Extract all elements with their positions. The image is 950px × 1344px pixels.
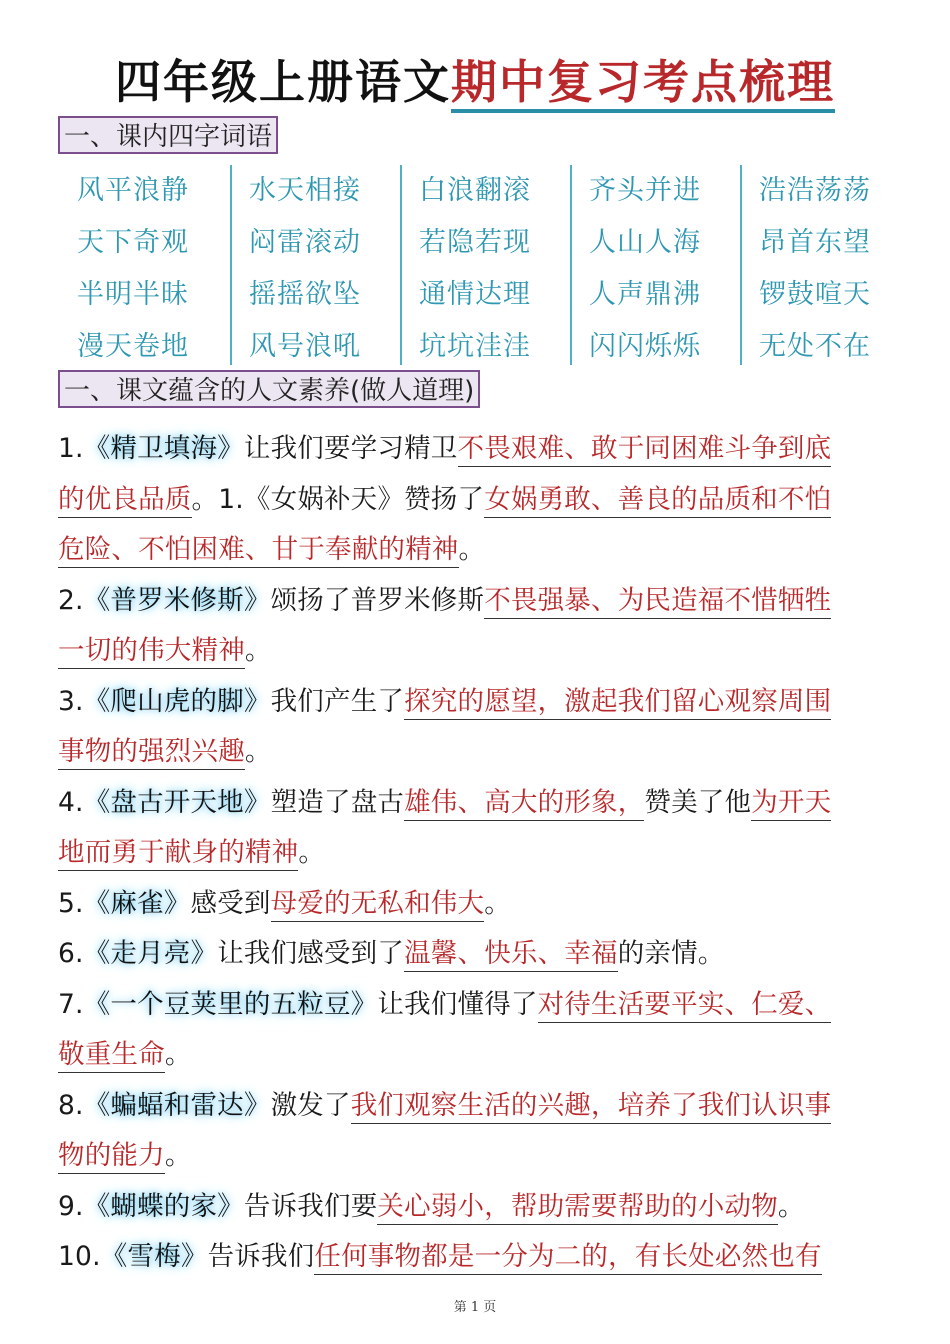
word-column-4 bbox=[570, 165, 742, 365]
text-line bbox=[58, 880, 898, 931]
line-text: 我们产生了 bbox=[270, 685, 405, 717]
word-column-2 bbox=[230, 165, 402, 365]
book-title: 《麻雀》 bbox=[83, 887, 191, 919]
title-part1: 四年级上册语文 bbox=[115, 55, 451, 109]
word-item: 人声鼎沸 bbox=[589, 279, 701, 310]
text-line bbox=[58, 728, 898, 779]
word-item: 昂首东望 bbox=[759, 227, 871, 258]
word-item: 浩浩荡荡 bbox=[759, 175, 871, 206]
word-item: 水天相接 bbox=[249, 175, 361, 206]
text-line bbox=[58, 678, 898, 729]
word-item: 白浪翻滚 bbox=[419, 175, 531, 206]
book-title: 《爬山虎的脚》 bbox=[83, 685, 271, 717]
line-text: 。 bbox=[777, 1190, 805, 1222]
text-line bbox=[58, 829, 898, 880]
line-text: 。 bbox=[164, 1039, 192, 1070]
line-text: 10. bbox=[58, 1241, 101, 1272]
line-text: 。 bbox=[244, 635, 272, 666]
line-text: 。 bbox=[298, 837, 326, 868]
word-item: 人山人海 bbox=[589, 227, 701, 258]
book-title: 《盘古开天地》 bbox=[83, 786, 271, 818]
key-point: 为开天 bbox=[751, 787, 831, 821]
key-point: 我们观察生活的兴趣，培养了我们认识事 bbox=[351, 1090, 832, 1124]
key-point: 的优良品质 bbox=[58, 484, 192, 518]
text-line bbox=[58, 1183, 898, 1234]
key-point: 女娲勇敢、善良的品质和不怕 bbox=[484, 484, 831, 518]
word-item: 风平浪静 bbox=[77, 175, 189, 206]
line-text: 6. bbox=[58, 938, 84, 969]
line-text: 激发了 bbox=[270, 1089, 351, 1121]
key-point: 关心弱小，帮助需要帮助的小动物 bbox=[377, 1191, 778, 1225]
word-item: 天下奇观 bbox=[77, 227, 189, 258]
key-point: 不畏强暴、为民造福不惜牺牲 bbox=[484, 585, 831, 619]
text-line bbox=[58, 425, 898, 476]
title-part2: 期中复习考点梳理 bbox=[451, 55, 835, 113]
line-text: 1. bbox=[58, 433, 84, 464]
line-text: 3. bbox=[58, 685, 84, 717]
word-item: 齐头并进 bbox=[589, 175, 701, 206]
line-text: 感受到 bbox=[190, 887, 271, 919]
line-text: 8. bbox=[58, 1089, 84, 1121]
line-text: 4. bbox=[58, 786, 84, 818]
line-text: 。 bbox=[458, 534, 486, 565]
key-point: 不畏艰难、敢于同困难斗争到底 bbox=[458, 433, 832, 467]
line-text: 。 bbox=[484, 887, 511, 919]
word-column-3 bbox=[400, 165, 572, 365]
key-point: 一切的伟大精神 bbox=[58, 635, 245, 669]
line-text: 的亲情。 bbox=[617, 938, 725, 969]
word-item: 坑坑洼洼 bbox=[419, 331, 531, 362]
word-item: 闷雷滚动 bbox=[249, 227, 361, 258]
book-title: 《蝴蝶的家》 bbox=[83, 1190, 244, 1222]
key-point: 物的能力 bbox=[58, 1140, 165, 1174]
word-item: 摇摇欲坠 bbox=[249, 279, 361, 310]
word-column-1 bbox=[60, 165, 230, 365]
text-line bbox=[58, 1031, 898, 1082]
section-heading-values: 一、课文蕴含的人文素养(做人道理) bbox=[58, 370, 480, 408]
line-text: 。 bbox=[244, 736, 272, 767]
key-point: 探究的愿望，激起我们留心观察周围 bbox=[404, 686, 831, 720]
word-grid bbox=[60, 165, 910, 365]
book-title: 《雪梅》 bbox=[100, 1241, 208, 1272]
line-text: 告诉我们要 bbox=[243, 1190, 378, 1222]
line-text: 5. bbox=[58, 887, 84, 919]
section-heading-words: 一、课内四字词语 bbox=[58, 116, 278, 154]
word-item: 锣鼓喧天 bbox=[759, 279, 871, 310]
line-text: 7. bbox=[58, 988, 84, 1020]
key-point: 母爱的无私和伟大 bbox=[271, 888, 485, 922]
word-item: 闪闪烁烁 bbox=[589, 331, 701, 362]
text-line bbox=[58, 476, 898, 527]
line-text: 赞美了他 bbox=[644, 786, 752, 818]
text-line bbox=[58, 1132, 898, 1183]
key-point: 雄伟、高大的形象， bbox=[404, 787, 644, 821]
word-item: 通情达理 bbox=[419, 279, 531, 310]
text-line bbox=[58, 577, 898, 628]
line-text: 让我们感受到了 bbox=[217, 938, 405, 969]
line-text: 。 bbox=[164, 1140, 192, 1171]
line-text: 2. bbox=[58, 584, 84, 616]
line-text: 让我们要学习精卫 bbox=[243, 433, 458, 464]
book-title: 《一个豆荚里的五粒豆》 bbox=[83, 988, 378, 1020]
word-column-5 bbox=[740, 165, 912, 365]
key-point: 温馨、快乐、幸福 bbox=[404, 938, 618, 972]
text-line bbox=[58, 1233, 898, 1284]
text-line bbox=[58, 1082, 898, 1133]
book-title: 《走月亮》 bbox=[83, 938, 218, 969]
text-line bbox=[58, 930, 898, 981]
text-body bbox=[58, 425, 898, 1284]
word-item: 风号浪吼 bbox=[249, 331, 361, 362]
key-point: 任何事物都是一分为二的，有长处必然也有 bbox=[314, 1241, 821, 1275]
key-point: 对待生活要平实、仁爱、 bbox=[538, 989, 832, 1023]
line-text: 9. bbox=[58, 1190, 84, 1222]
key-point: 地而勇于献身的精神 bbox=[58, 837, 298, 871]
word-item: 半明半昧 bbox=[77, 279, 189, 310]
line-text: 颂扬了普罗米修斯 bbox=[270, 584, 485, 616]
text-line bbox=[58, 981, 898, 1032]
key-point: 危险、不怕困难、甘于奉献的精神 bbox=[58, 534, 459, 568]
text-line bbox=[58, 526, 898, 577]
line-text: 塑造了盘古 bbox=[270, 786, 405, 818]
line-text: 告诉我们 bbox=[207, 1241, 315, 1272]
word-item: 若隐若现 bbox=[419, 227, 531, 258]
book-title: 《精卫填海》 bbox=[83, 433, 244, 464]
page-title bbox=[0, 52, 950, 112]
key-point: 敬重生命 bbox=[58, 1039, 165, 1073]
text-line bbox=[58, 779, 898, 830]
book-title: 《普罗米修斯》 bbox=[83, 584, 271, 616]
text-line bbox=[58, 627, 898, 678]
word-item: 无处不在 bbox=[759, 331, 871, 362]
key-point: 事物的强烈兴趣 bbox=[58, 736, 245, 770]
word-item: 漫天卷地 bbox=[77, 331, 189, 362]
book-title: 《蝙蝠和雷达》 bbox=[83, 1089, 271, 1121]
line-text: 。1.《女娲补天》赞扬了 bbox=[191, 483, 485, 515]
page-footer: 第 1 页 bbox=[453, 1300, 497, 1315]
line-text: 让我们懂得了 bbox=[377, 988, 538, 1020]
